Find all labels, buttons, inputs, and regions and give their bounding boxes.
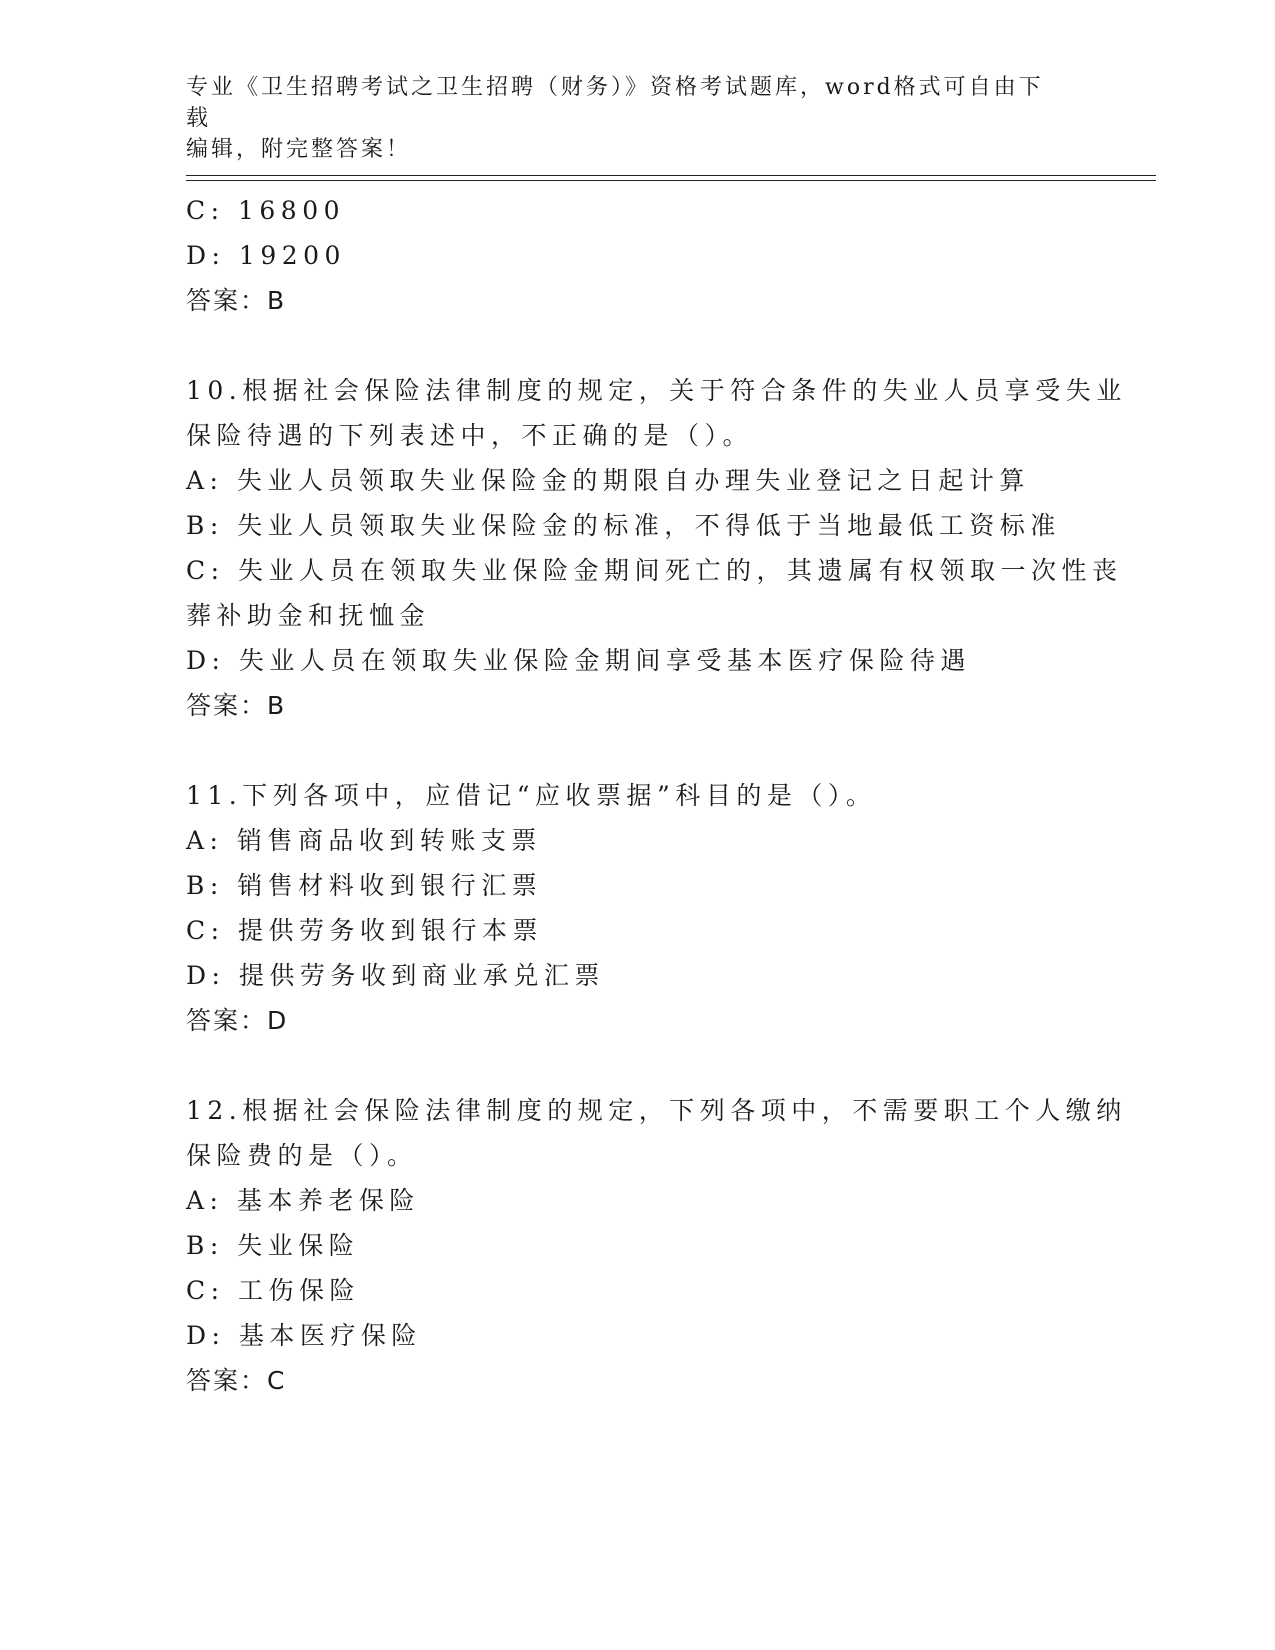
- option-a: A: 失业人员领取失业保险金的期限自办理失业登记之日起计算: [186, 466, 1030, 495]
- header-rule-top: [186, 175, 1156, 176]
- option-b: B: 失业人员领取失业保险金的标准，不得低于当地最低工资标准: [186, 511, 1061, 540]
- answer-line: 答案：B: [186, 691, 287, 720]
- option-c: C: 16800: [186, 196, 346, 225]
- option-d: D: 基本医疗保险: [186, 1321, 422, 1350]
- question-stem-cont: 保险费的是（）。: [186, 1141, 418, 1170]
- option-c: C: 提供劳务收到银行本票: [186, 916, 543, 945]
- answer-line: 答案：D: [186, 1006, 289, 1035]
- question-stem: 12.根据社会保险法律制度的规定，下列各项中，不需要职工个人缴纳: [186, 1096, 1127, 1125]
- question-10: [186, 368, 1127, 728]
- question-stem-cont: 保险待遇的下列表述中，不正确的是（）。: [186, 421, 754, 450]
- option-a: A: 销售商品收到转账支票: [186, 826, 542, 855]
- answer-line: 答案：B: [186, 286, 287, 315]
- question-11: [186, 773, 1086, 1043]
- question-list: [186, 188, 1127, 1403]
- option-b: B: 失业保险: [186, 1231, 360, 1260]
- header-rule-bottom: [186, 180, 1156, 181]
- option-d: D: 失业人员在领取失业保险金期间享受基本医疗保险待遇: [186, 646, 971, 675]
- previous-question-tail: [186, 188, 1086, 323]
- question-12: [186, 1088, 1127, 1403]
- option-b: B: 销售材料收到银行汇票: [186, 871, 543, 900]
- option-d: D: 提供劳务收到商业承兑汇票: [186, 961, 605, 990]
- answer-line: 答案：C: [186, 1366, 287, 1395]
- question-stem: 11.下列各项中，应借记“应收票据”科目的是（）。: [186, 781, 877, 810]
- option-c: C: 工伤保险: [186, 1276, 360, 1305]
- option-c: C: 失业人员在领取失业保险金期间死亡的，其遗属有权领取一次性丧: [186, 556, 1123, 585]
- question-stem: 10.根据社会保险法律制度的规定，关于符合条件的失业人员享受失业: [186, 376, 1127, 405]
- header-line-1: 专业《卫生招聘考试之卫生招聘（财务）》资格考试题库，word格式可自由下载: [186, 75, 1044, 131]
- option-d: D: 19200: [186, 241, 346, 270]
- option-a: A: 基本养老保险: [186, 1186, 420, 1215]
- document-header: [186, 72, 1066, 165]
- option-c-cont: 葬补助金和抚恤金: [186, 601, 431, 630]
- header-line-2: 编辑，附完整答案！: [186, 137, 412, 162]
